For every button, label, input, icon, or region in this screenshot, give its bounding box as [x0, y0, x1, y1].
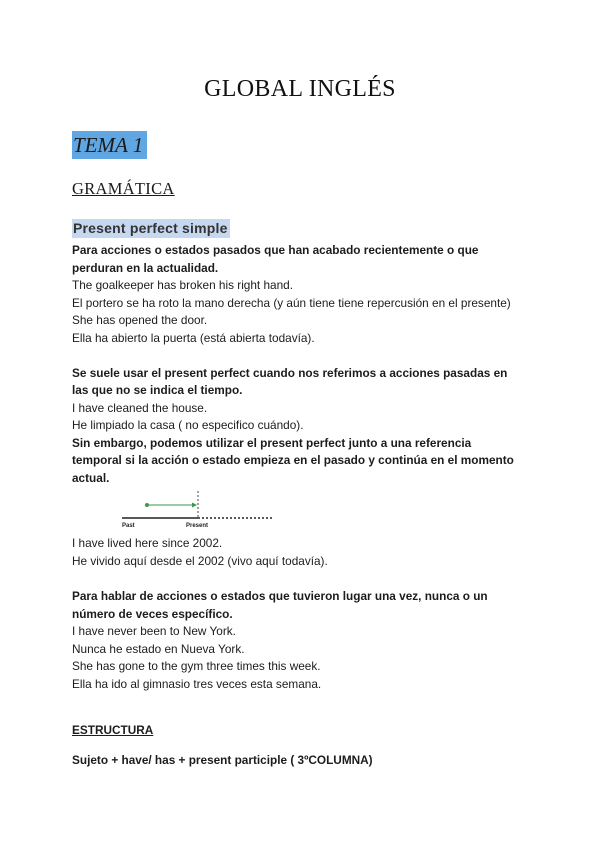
structure-formula: Sujeto + have/ has + present participle ( 3ºCOLUMNA): [72, 753, 373, 767]
timeline-past-label: Past: [122, 523, 135, 529]
page-title: GLOBAL INGLÉS: [204, 76, 396, 102]
example-text: He vivido aquí desde el 2002 (vivo aquí todavía).: [72, 553, 328, 568]
tema-heading: TEMA 1: [72, 131, 147, 159]
estructura-heading: ESTRUCTURA: [72, 723, 154, 737]
rule-text: número de veces específico.: [72, 606, 233, 621]
rule-text: temporal si la acción o estado empieza en el pasado y continúa en el momento: [72, 453, 514, 467]
rule-text: Sin embargo, podemos utilizar el present perfect junto a una referencia: [72, 435, 472, 450]
rule-text: perduran en la actualidad.: [72, 260, 219, 275]
example-text: He limpiado la casa ( no especifico cuándo).: [72, 418, 304, 432]
example-text: Nunca he estado en Nueva York.: [72, 641, 245, 656]
gramatica-heading: GRAMÁTICA: [72, 179, 175, 198]
example-text: I have lived here since 2002.: [72, 536, 223, 550]
timeline-present-label: Present: [186, 523, 209, 529]
example-text: El portero se ha roto la mano derecha (y aún tiene tiene repercusión en el presente): [72, 295, 511, 310]
rule-text: Para hablar de acciones o estados que tuvieron lugar una vez, nunca o un: [72, 589, 488, 603]
example-text: I have cleaned the house.: [72, 400, 208, 415]
example-text: Ella ha ido al gimnasio tres veces esta semana.: [72, 676, 322, 691]
example-text: The goalkeeper has broken his right hand.: [72, 278, 294, 292]
arrow-head-icon: [192, 503, 197, 508]
rule-text: Se suele usar el present perfect cuando nos referimos a acciones pasadas en: [72, 365, 508, 380]
rule-text: actual.: [72, 470, 110, 485]
example-text: She has gone to the gym three times this week.: [72, 659, 321, 673]
example-text: She has opened the door.: [72, 313, 208, 327]
section-title: Present perfect simple: [73, 220, 228, 236]
rule-text: Para acciones o estados pasados que han acabado recientemente o que: [72, 243, 479, 257]
example-text: I have never been to New York.: [72, 624, 236, 638]
rule-text: las que no se indica el tiempo.: [72, 383, 243, 397]
example-text: Ella ha abierto la puerta (está abierta todavía).: [72, 330, 315, 345]
timeline-diagram: [120, 490, 280, 532]
